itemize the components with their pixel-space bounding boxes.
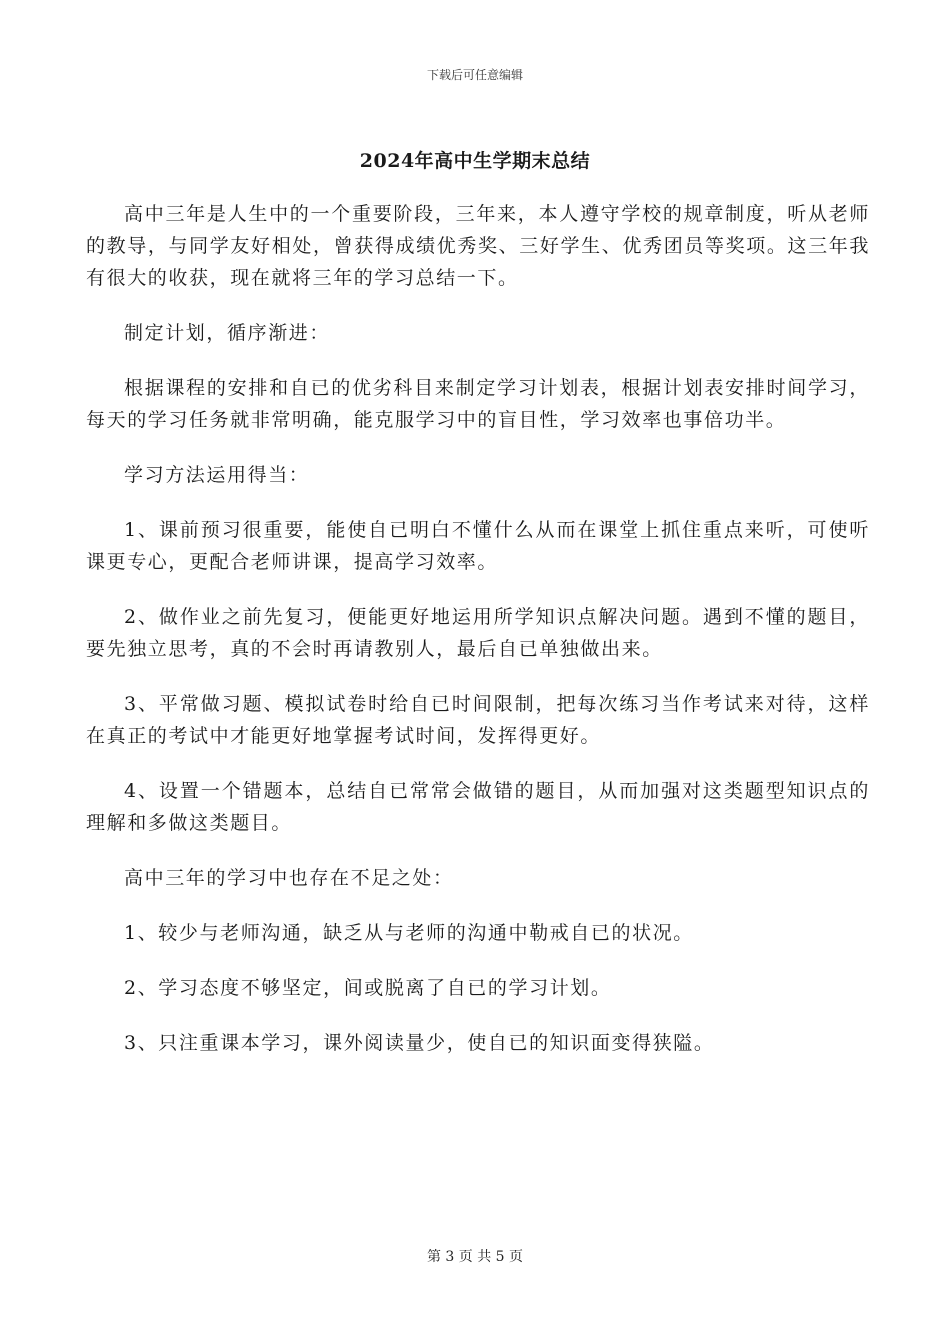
paragraph-method-3: 3、平常做习题、模拟试卷时给自已时间限制，把每次练习当作考试来对待，这样在真正的考试中才能更好地掌握考试时间，发挥得更好。 bbox=[86, 693, 870, 747]
document-title: 2024年高中生学期末总结 bbox=[359, 150, 591, 172]
paragraph-shortcoming-2: 2、学习态度不够坚定，间或脱离了自已的学习计划。 bbox=[124, 977, 612, 999]
paragraph-method-4: 4、设置一个错题本，总结自已常常会做错的题目，从而加强对这类题型知识点的理解和多做这类题目。 bbox=[86, 780, 870, 834]
paragraph-heading-methods: 学习方法运用得当： bbox=[124, 464, 310, 486]
paragraph-shortcoming-3: 3、只注重课本学习，课外阅读量少，使自已的知识面变得狭隘。 bbox=[124, 1032, 715, 1054]
paragraph-shortcoming-1: 1、较少与老师沟通，缺乏从与老师的沟通中勒戒自已的状况。 bbox=[124, 922, 694, 944]
paragraph-intro: 高中三年是人生中的一个重要阶段，三年来，本人遵守学校的规章制度，听从老师的教导，与同学友好相处，曾获得成绩优秀奖、三好学生、优秀团员等奖项。这三年我有很大的收获，现在就将三年的学习总结一下。 bbox=[86, 203, 870, 289]
paragraph-method-1: 1、课前预习很重要，能使自已明白不懂什么从而在课堂上抓住重点来听，可使听课更专心，更配合老师讲课，提高学习效率。 bbox=[86, 519, 870, 573]
paragraph-heading-plan: 制定计划，循序渐进： bbox=[124, 322, 331, 344]
paragraph-plan: 根据课程的安排和自已的优劣科目来制定学习计划表，根据计划表安排时间学习，每天的学习任务就非常明确，能克服学习中的盲目性，学习效率也事倍功半。 bbox=[86, 377, 870, 431]
paragraph-method-2: 2、做作业之前先复习，便能更好地运用所学知识点解决问题。遇到不懂的题目，要先独立思考，真的不会时再请教别人，最后自已单独做出来。 bbox=[86, 606, 870, 660]
paragraph-heading-shortcomings: 高中三年的学习中也存在不足之处： bbox=[124, 867, 454, 889]
document-body bbox=[86, 198, 870, 1082]
page-footer: 第 3 页 共 5 页 bbox=[426, 1249, 524, 1265]
header-note: 下载后可任意编辑 bbox=[426, 68, 523, 82]
